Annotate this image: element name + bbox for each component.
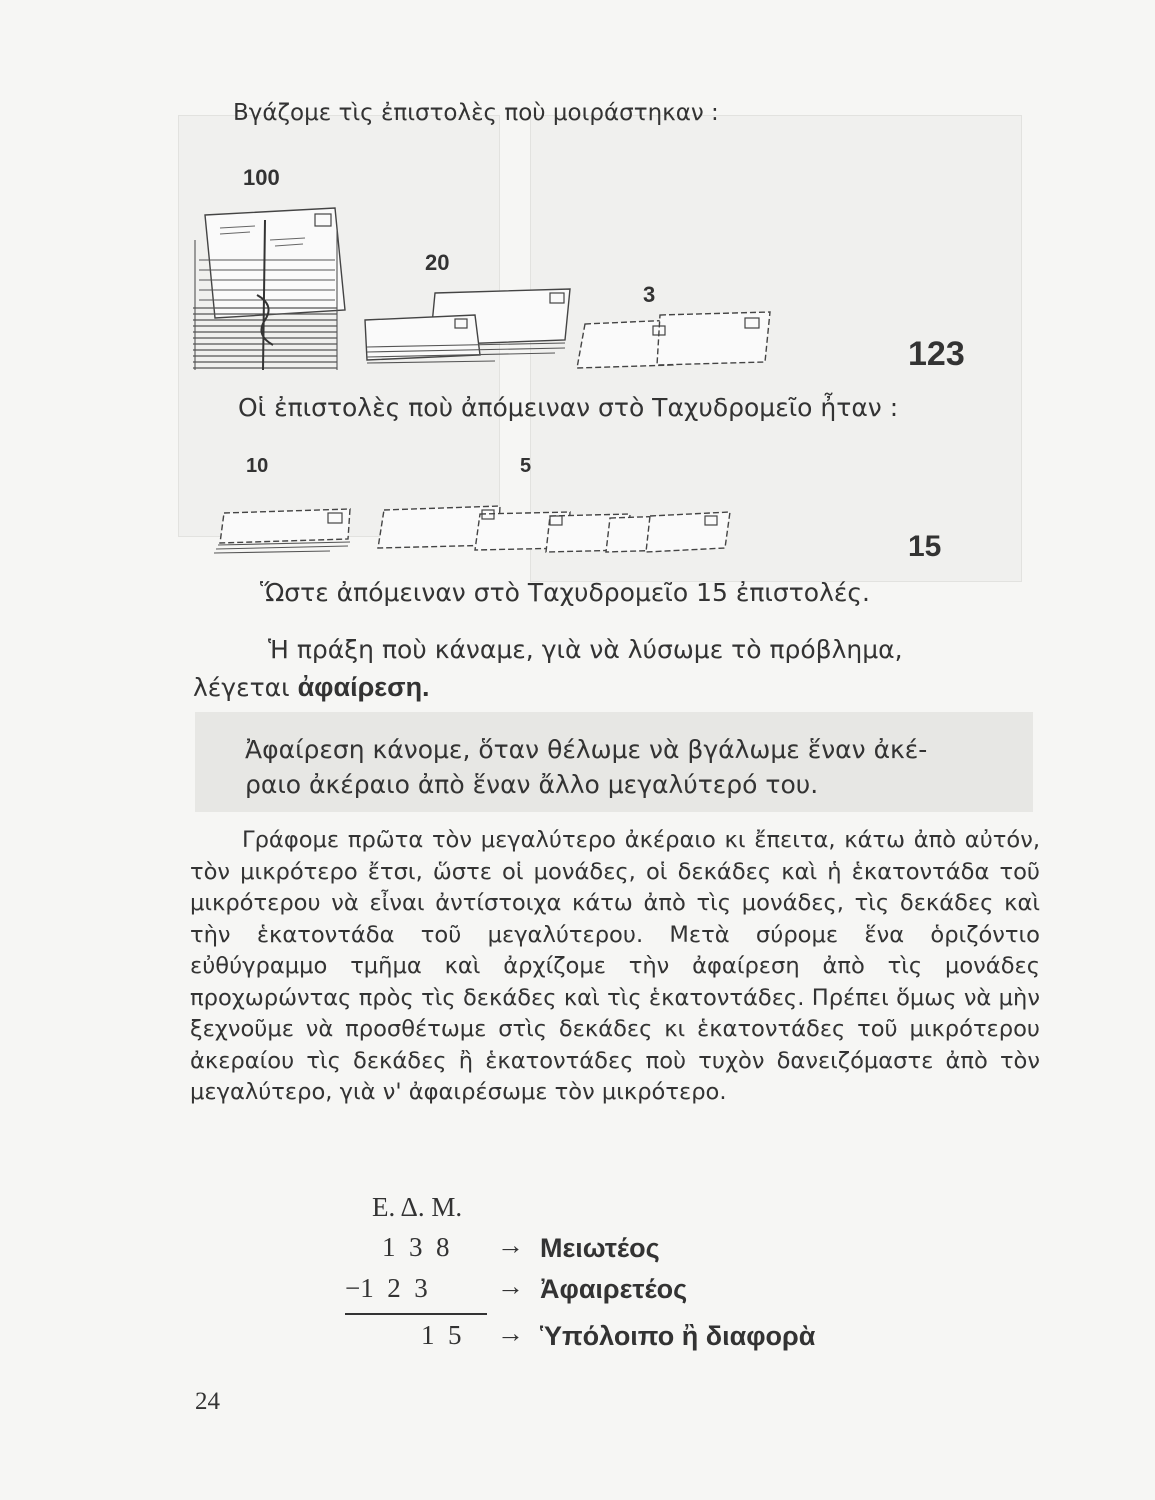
operation-term: ἀφαίρεση. — [297, 672, 430, 702]
difference-digits: 1 5 — [421, 1320, 462, 1350]
subtrahend-digits: −1 2 3 — [345, 1273, 428, 1303]
intro-line: Βγάζομε τὶς ἐπιστολὲς ποὺ μοιράστηκαν : — [233, 100, 719, 126]
letters-stack-20-illustration — [355, 285, 585, 375]
difference-label: Ὑπόλοιπο ἢ διαφορὰ — [540, 1321, 816, 1351]
operation-line-2 — [193, 672, 430, 703]
difference-arrow: → — [497, 1318, 524, 1348]
result-line: Ὥστε ἀπόμειναν στὸ Ταχυδρομεῖο 15 ἐπιστολές. — [260, 578, 870, 607]
letters-stack-10-illustration — [210, 505, 360, 555]
definition-line-1: Ἀφαίρεση κάνομε, ὅταν θέλωμε νὰ βγάλωμε ἕναν ἀκέ- — [245, 735, 928, 764]
label-100: 100 — [243, 165, 280, 190]
letters-3-illustration — [565, 310, 785, 375]
operation-line-1: Ἡ πράξη ποὺ κάναμε, γιὰ νὰ λύσωμε τὸ πρόβλημα, — [268, 635, 903, 664]
label-20: 20 — [425, 250, 450, 275]
definition-line-2: ραιο ἀκέραιο ἀπὸ ἕναν ἄλλο μεγαλύτερό του. — [245, 770, 819, 799]
subtrahend-label: Ἀφαιρετέος — [540, 1274, 688, 1304]
label-10: 10 — [246, 455, 269, 477]
minuend-digits: 1 3 8 — [382, 1232, 450, 1262]
page-number: 24 — [195, 1388, 220, 1415]
label-15: 15 — [908, 530, 942, 563]
instructions-paragraph: Γράφομε πρῶτα τὸν μεγαλύτερο ἀκέραιο κι ἔπειτα, κάτω ἀπὸ αὐτόν, τὸν μικρότερο ἔτσι, ὥστε οἱ μονάδες, οἱ δεκάδες καὶ ἡ ἑκατοντάδα τοῦ μικρότερου νὰ εἶναι ἀντίστοιχα κάτω ἀπὸ τὶς μονάδες, τὶς δεκάδες καὶ τὴν ἑκατοντάδα τοῦ μεγαλύτερου. Μετὰ σύρομε ἕνα ὁριζόντιο εὐθύγραμμο τμῆμα καὶ ἀρχίζομε τὴν ἀφαίρεση ἀπὸ τὶς μονάδες προχωρώντας πρὸς τὶς δεκάδες καὶ τὶς ἑκατοντάδες. Πρέπει ὅμως νὰ μὴν ξεχνοῦμε νὰ προσθέτωμε στὶς δεκάδες κι ἑκατοντάδες τοῦ μικρότερου ἀκεραίου τὶς δεκάδες ἢ ἑκατοντάδες ποὺ τυχὸν δανειζόμαστε ἀπὸ τὸν μεγαλύτερο, γιὰ ν' ἀφαιρέσωμε τὸν μικρότερο. — [190, 827, 1040, 1105]
label-5: 5 — [520, 455, 532, 477]
subtraction-rule — [345, 1313, 487, 1315]
place-value-header: Ε. Δ. Μ. — [372, 1192, 463, 1222]
subtrahend-arrow: → — [497, 1271, 524, 1301]
remaining-line: Οἱ ἐπιστολὲς ποὺ ἀπόμειναν στὸ Ταχυδρομεῖο ἦταν : — [238, 393, 899, 422]
minuend-label: Μειωτέος — [540, 1233, 660, 1263]
minuend-arrow: → — [497, 1230, 524, 1260]
letters-5-illustration — [370, 500, 735, 555]
letters-stack-100-illustration — [185, 200, 355, 375]
label-123: 123 — [908, 335, 965, 373]
label-3: 3 — [643, 282, 656, 307]
operation-line-2-prefix: λέγεται — [193, 673, 290, 702]
